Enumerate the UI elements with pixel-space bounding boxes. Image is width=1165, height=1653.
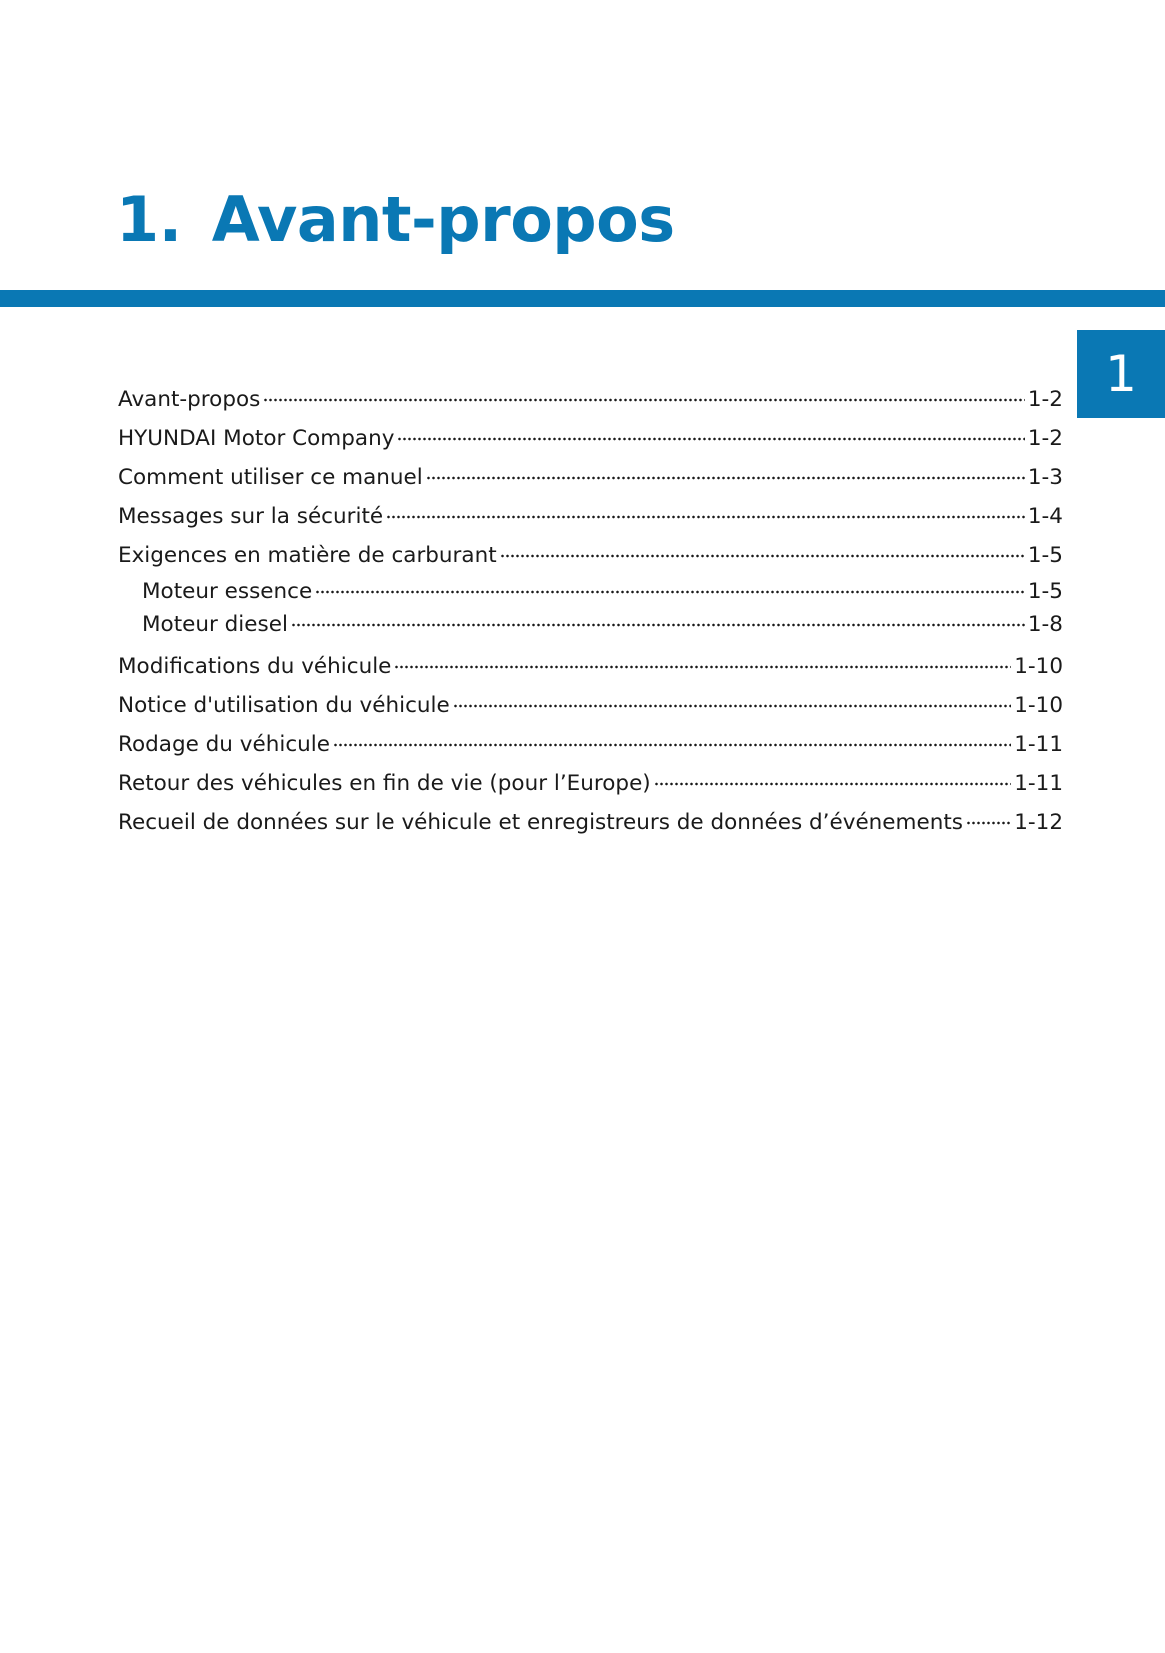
toc-entry-label: Moteur diesel <box>142 612 288 637</box>
toc-entry-page: 1-12 <box>1014 810 1063 835</box>
toc-entry[interactable] <box>118 380 1063 419</box>
toc-dot-leader <box>291 623 1025 627</box>
toc-dot-leader <box>453 704 1011 708</box>
toc-entry[interactable] <box>118 647 1063 686</box>
toc-entry-label: Retour des véhicules en fin de vie (pour l’Europe) <box>118 771 651 796</box>
toc-entry-label: Rodage du véhicule <box>118 732 330 757</box>
toc-entry[interactable] <box>118 764 1063 803</box>
toc-dot-leader <box>386 515 1025 519</box>
toc-entry-label: Modifications du véhicule <box>118 654 392 679</box>
toc-entry-label: Recueil de données sur le véhicule et enregistreurs de données d’événements <box>118 810 963 835</box>
toc-entry-page: 1-11 <box>1014 732 1063 757</box>
toc-subentry[interactable] <box>118 609 1063 641</box>
toc-entry-label: Comment utiliser ce manuel <box>118 465 423 490</box>
toc-entry[interactable] <box>118 686 1063 725</box>
toc-entry-page: 1-11 <box>1014 771 1063 796</box>
toc-entry[interactable] <box>118 536 1063 575</box>
toc-entry-page: 1-10 <box>1014 693 1063 718</box>
toc-entry-label: Notice d'utilisation du véhicule <box>118 693 450 718</box>
toc-entry-label: HYUNDAI Motor Company <box>118 426 395 451</box>
toc-entry-label: Messages sur la sécurité <box>118 504 384 529</box>
toc-entry[interactable] <box>118 725 1063 764</box>
toc-entry-page: 1-2 <box>1027 426 1063 451</box>
toc-dot-leader <box>966 821 1011 825</box>
toc-entry-page: 1-2 <box>1027 387 1063 412</box>
toc-entry-page: 1-5 <box>1027 543 1063 568</box>
toc-entry[interactable] <box>118 497 1063 536</box>
toc-dot-leader <box>263 398 1025 402</box>
toc-dot-leader <box>397 437 1024 441</box>
toc-subentry[interactable] <box>118 575 1063 609</box>
toc-entry[interactable] <box>118 803 1063 842</box>
chapter-title-text: Avant-propos <box>211 183 675 256</box>
toc-entry-page: 1-3 <box>1027 465 1063 490</box>
toc-entry-page: 1-8 <box>1027 612 1063 637</box>
toc-entry-page: 1-4 <box>1027 504 1063 529</box>
title-divider-bar <box>0 290 1165 307</box>
toc-entry-page: 1-5 <box>1027 579 1063 604</box>
toc-dot-leader <box>654 782 1012 786</box>
toc-entry-label: Avant-propos <box>118 387 261 412</box>
toc-entry-page: 1-10 <box>1014 654 1063 679</box>
toc-entry-label: Moteur essence <box>142 579 313 604</box>
table-of-contents <box>118 380 1063 842</box>
chapter-number: 1. <box>116 183 182 256</box>
toc-dot-leader <box>426 476 1025 480</box>
chapter-title <box>116 180 675 260</box>
toc-entry-label: Exigences en matière de carburant <box>118 543 497 568</box>
chapter-tab: 1 <box>1077 330 1165 418</box>
toc-dot-leader <box>500 554 1025 558</box>
toc-dot-leader <box>315 590 1025 594</box>
toc-entry[interactable] <box>118 458 1063 497</box>
toc-dot-leader <box>394 665 1011 669</box>
toc-entry[interactable] <box>118 419 1063 458</box>
toc-dot-leader <box>333 743 1011 747</box>
